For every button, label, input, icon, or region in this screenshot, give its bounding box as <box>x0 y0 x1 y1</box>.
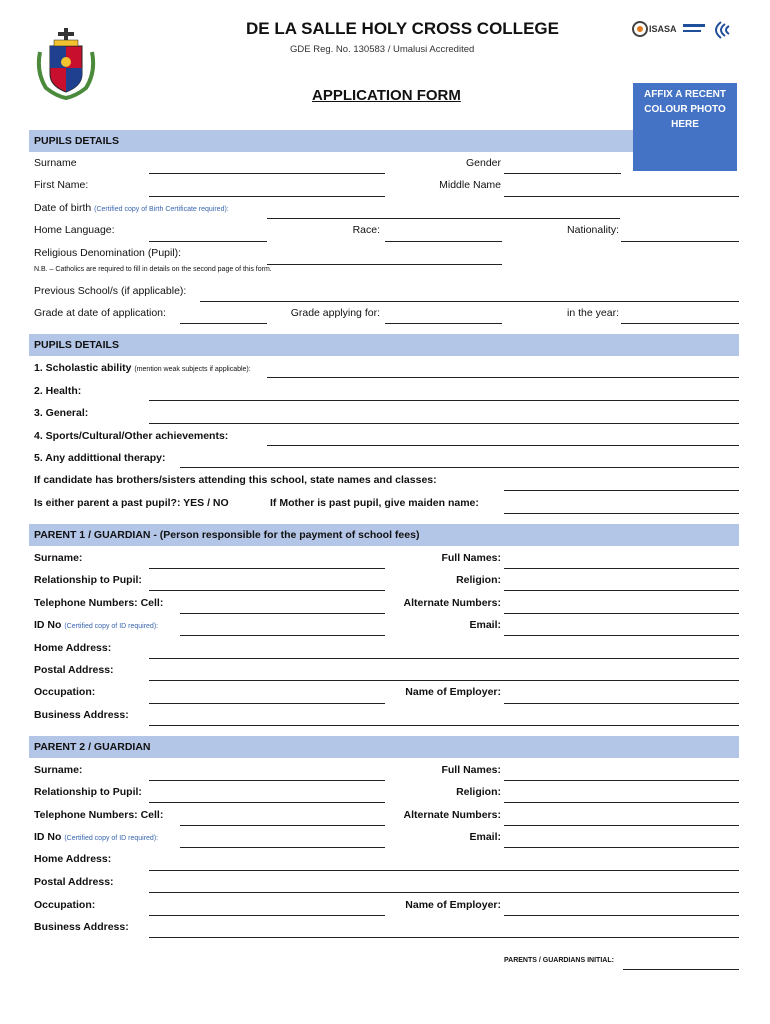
p2-occupation-label: Occupation: <box>34 899 96 911</box>
catholic-note: N.B. – Catholics are required to fill in details on the second page of this form. <box>34 266 272 273</box>
p1-email-field[interactable] <box>504 635 739 636</box>
p1-business-address-field[interactable] <box>149 725 739 726</box>
p2-relationship-field[interactable] <box>149 802 385 803</box>
p1-telephone-label: Telephone Numbers: Cell: <box>34 597 164 609</box>
p1-religion-field[interactable] <box>504 590 739 591</box>
p1-employer-field[interactable] <box>504 703 739 704</box>
religious-field[interactable] <box>267 264 502 265</box>
registration-subtitle: GDE Reg. No. 130583 / Umalusi Accredited <box>290 44 475 55</box>
p2-employer-label: Name of Employer: <box>405 899 501 911</box>
p2-business-address-field[interactable] <box>149 937 739 938</box>
p2-occupation-field[interactable] <box>149 915 385 916</box>
p1-full-names-label: Full Names: <box>441 552 501 564</box>
p1-occupation-field[interactable] <box>149 703 385 704</box>
home-language-field[interactable] <box>149 241 267 242</box>
p1-postal-address-label: Postal Address: <box>34 664 114 676</box>
lasallian-logo <box>683 18 733 42</box>
general-label: 3. General: <box>34 407 89 419</box>
in-the-year-field[interactable] <box>621 323 739 324</box>
middle-name-field[interactable] <box>504 196 739 197</box>
p1-surname-field[interactable] <box>149 568 385 569</box>
therapy-label: 5. Any addittional therapy: <box>34 452 166 464</box>
nationality-label: Nationality: <box>567 224 619 236</box>
p2-full-names-field[interactable] <box>504 780 739 781</box>
p1-occupation-label: Occupation: <box>34 686 96 698</box>
p2-id-field[interactable] <box>180 847 385 848</box>
dob-label-text: Date of birth <box>34 202 92 214</box>
scholastic-note: (mention weak subjects if applicable): <box>134 366 251 373</box>
scholastic-field[interactable] <box>267 377 739 378</box>
grade-at-date-field[interactable] <box>180 323 267 324</box>
therapy-field[interactable] <box>180 467 739 468</box>
grade-at-date-label: Grade at date of application: <box>34 307 166 319</box>
sports-field[interactable] <box>267 445 739 446</box>
gender-field[interactable] <box>504 173 621 174</box>
p2-id-note: (Certified copy of ID required): <box>64 835 159 842</box>
scholastic-label-text: 1. Scholastic ability <box>34 362 132 374</box>
dob-field[interactable] <box>267 218 620 219</box>
general-field[interactable] <box>149 423 739 424</box>
parent1-header: PARENT 1 / GUARDIAN - (Person responsible for the payment of school fees) <box>29 524 739 546</box>
grade-applying-label: Grade applying for: <box>290 307 380 319</box>
maiden-name-label: If Mother is past pupil, give maiden name: <box>270 497 479 509</box>
p2-business-address-label: Business Address: <box>34 921 129 933</box>
p2-home-address-field[interactable] <box>149 870 739 871</box>
p1-id-label-text: ID No <box>34 619 62 631</box>
religious-label: Religious Denomination (Pupil): <box>34 247 182 259</box>
siblings-label: If candidate has brothers/sisters attending this school, state names and classes: <box>34 474 437 486</box>
school-crest-logo <box>34 22 98 102</box>
dob-note: (Certified copy of Birth Certificate required): <box>94 206 229 213</box>
in-the-year-label: in the year: <box>567 307 619 319</box>
p2-religion-label: Religion: <box>456 786 501 798</box>
parent2-header: PARENT 2 / GUARDIAN <box>29 736 739 758</box>
p1-employer-label: Name of Employer: <box>405 686 501 698</box>
p1-surname-label: Surname: <box>34 552 83 564</box>
siblings-field[interactable] <box>504 490 739 491</box>
p2-id-label-text: ID No <box>34 831 62 843</box>
p2-id-label <box>34 831 158 843</box>
middle-name-label: Middle Name <box>439 179 501 191</box>
first-name-label: First Name: <box>34 179 89 191</box>
photo-box-line-3: HERE <box>671 119 699 130</box>
p1-business-address-label: Business Address: <box>34 709 129 721</box>
pupils-details-header-2: PUPILS DETAILS <box>29 334 739 356</box>
gender-label: Gender <box>465 157 501 169</box>
parents-initial-label: PARENTS / GUARDIANS INITIAL: <box>504 957 614 964</box>
form-title: APPLICATION FORM <box>312 87 461 104</box>
race-field[interactable] <box>385 241 502 242</box>
first-name-field[interactable] <box>149 196 385 197</box>
photo-box-line-1: AFFIX A RECENT <box>643 89 727 100</box>
home-language-label: Home Language: <box>34 224 115 236</box>
p2-alternate-label: Alternate Numbers: <box>403 809 501 821</box>
p2-surname-field[interactable] <box>149 780 385 781</box>
p2-telephone-field[interactable] <box>180 825 385 826</box>
p1-postal-address-field[interactable] <box>149 680 739 681</box>
health-label: 2. Health: <box>34 385 82 397</box>
surname-label: Surname <box>34 157 77 169</box>
p2-home-address-label: Home Address: <box>34 853 112 865</box>
p2-alternate-field[interactable] <box>504 825 739 826</box>
grade-applying-field[interactable] <box>385 323 502 324</box>
p1-id-label <box>34 619 158 631</box>
p1-home-address-field[interactable] <box>149 658 739 659</box>
maiden-name-field[interactable] <box>504 513 739 514</box>
sports-label: 4. Sports/Cultural/Other achievements: <box>34 430 229 442</box>
health-field[interactable] <box>149 400 739 401</box>
p1-alternate-label: Alternate Numbers: <box>403 597 501 609</box>
college-title: DE LA SALLE HOLY CROSS COLLEGE <box>246 19 559 38</box>
previous-school-field[interactable] <box>200 301 739 302</box>
p2-religion-field[interactable] <box>504 802 739 803</box>
isasa-logo-text: ISASA <box>649 24 677 34</box>
p1-home-address-label: Home Address: <box>34 642 112 654</box>
p2-postal-address-label: Postal Address: <box>34 876 114 888</box>
p2-surname-label: Surname: <box>34 764 83 776</box>
p2-email-field[interactable] <box>504 847 739 848</box>
p1-alternate-field[interactable] <box>504 613 739 614</box>
pupils-details-header-1: PUPILS DETAILS <box>29 130 633 152</box>
p2-relationship-label: Relationship to Pupil: <box>34 786 142 798</box>
p2-employer-field[interactable] <box>504 915 739 916</box>
parents-initial-field[interactable] <box>623 969 739 970</box>
p2-telephone-label: Telephone Numbers: Cell: <box>34 809 164 821</box>
p1-religion-label: Religion: <box>456 574 501 586</box>
p2-postal-address-field[interactable] <box>149 892 739 893</box>
past-pupil-label: Is either parent a past pupil?: YES / NO <box>34 497 229 509</box>
p1-full-names-field[interactable] <box>504 568 739 569</box>
p1-telephone-field[interactable] <box>180 613 385 614</box>
nationality-field[interactable] <box>621 241 739 242</box>
surname-field[interactable] <box>149 173 385 174</box>
photo-box <box>633 83 737 171</box>
p1-id-field[interactable] <box>180 635 385 636</box>
photo-box-line-2: COLOUR PHOTO <box>644 104 726 115</box>
race-label: Race: <box>352 224 380 236</box>
isasa-logo <box>631 20 679 40</box>
p2-full-names-label: Full Names: <box>441 764 501 776</box>
p1-relationship-label: Relationship to Pupil: <box>34 574 142 586</box>
scholastic-label <box>34 362 251 374</box>
p1-email-label: Email: <box>469 619 501 631</box>
dob-label <box>34 202 229 214</box>
p2-email-label: Email: <box>469 831 501 843</box>
previous-school-label: Previous School/s (if applicable): <box>34 285 187 297</box>
p1-relationship-field[interactable] <box>149 590 385 591</box>
p1-id-note: (Certified copy of ID required): <box>64 623 159 630</box>
